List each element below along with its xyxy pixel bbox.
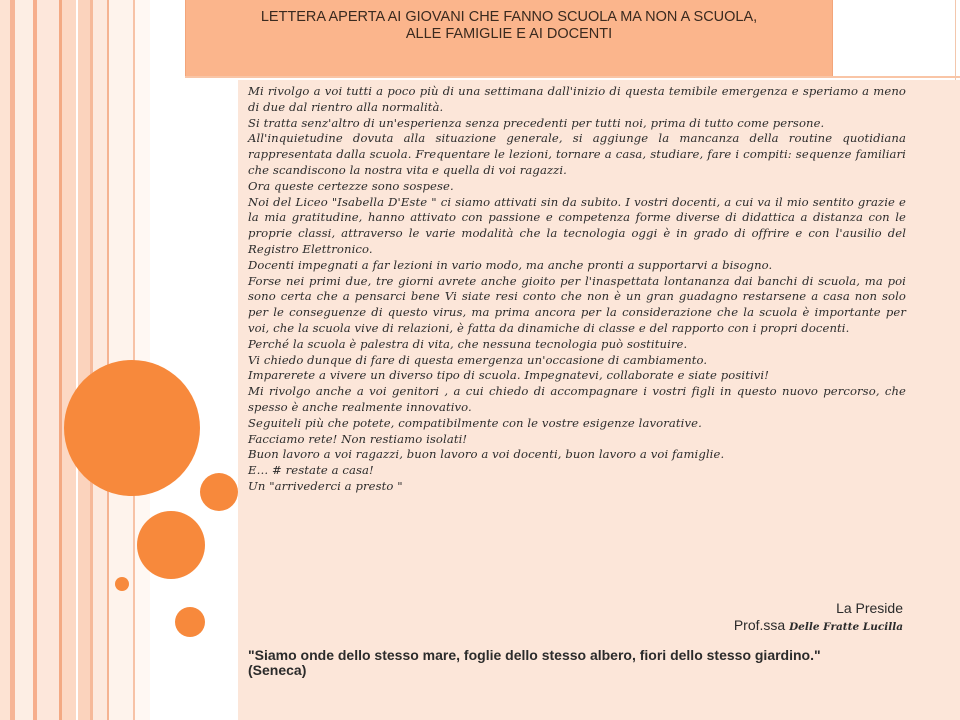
signature-line bbox=[734, 617, 903, 636]
letter-paragraph: Si tratta senz'altro di un'esperienza senza precedenti per tutti noi, prima di tutto come persone. bbox=[248, 115, 825, 130]
decorative-circle-small bbox=[200, 473, 238, 511]
divider bbox=[185, 76, 960, 78]
letter-paragraph: Mi rivolgo a voi tutti a poco più di una settimana dall'inizio di questa temibile emergenza e speriamo a meno di due dal rientro alla normalità. bbox=[248, 84, 906, 114]
letter-paragraph: E… # restate a casa! bbox=[248, 463, 374, 478]
divider bbox=[955, 0, 956, 80]
quote bbox=[248, 648, 903, 678]
stripe bbox=[15, 0, 33, 720]
letter-paragraph: Buon lavoro a voi ragazzi, buon lavoro a voi docenti, buon lavoro a voi famiglie. bbox=[248, 447, 725, 462]
letter-paragraph: All'inquietudine dovuta alla situazione generale, si aggiunge la mancanza della routine quotidiana rappresentata dalla scuola. Frequentare le lezioni, tornare a casa, studiare, fare i compiti: sequenze familiari che scandiscono la nostra vita e quella di voi ragazzi. bbox=[248, 131, 906, 177]
page-title-line1: LETTERA APERTA AI GIOVANI CHE FANNO SCUOLA MA NON A SCUOLA, bbox=[260, 9, 758, 25]
letter-paragraph: Imparerete a vivere un diverso tipo di scuola. Impegnatevi, collaborate e siate positivi! bbox=[248, 368, 769, 383]
decorative-circle-tiny bbox=[115, 577, 129, 591]
letter-paragraph: Perché la scuola è palestra di vita, che nessuna tecnologia può sostituire. bbox=[248, 336, 688, 351]
stripe bbox=[78, 0, 90, 720]
stripe bbox=[62, 0, 76, 720]
stripe bbox=[37, 0, 59, 720]
quote-text: "Siamo onde dello stesso mare, foglie dello stesso albero, fiori dello stesso giardino." bbox=[248, 647, 821, 663]
letter-body bbox=[248, 84, 906, 495]
signature-role: La Preside bbox=[836, 600, 903, 616]
stripe bbox=[93, 0, 107, 720]
letter-paragraph: Mi rivolgo anche a voi genitori , a cui chiedo di accompagnare i vostri figli in questo nuovo percorso, che spesso è anche realmente innovativo. bbox=[248, 384, 906, 414]
letter-paragraph: Forse nei primi due, tre giorni avrete anche gioito per l'inaspettata lontananza dai banchi di scuola, ma poi sono certa che a pensarci bene Vi siate resi conto che non è un gran guadagno restarsene a casa non solo per le conseguenze di questo virus, ma prima ancora per la considerazione che la scuola è importante per voi, che la scuola vive di relazioni, è fatta da dinamiche di classe e del rapporto con i propri docenti. bbox=[248, 273, 906, 335]
signature-name: Delle Fratte Lucilla bbox=[789, 621, 903, 633]
signature-prefix: Prof.ssa bbox=[733, 617, 786, 633]
letter-paragraph: Facciamo rete! Non restiamo isolati! bbox=[248, 431, 468, 446]
letter-paragraph: Un "arrivederci a presto " bbox=[248, 478, 403, 493]
signature bbox=[734, 600, 903, 636]
decorative-circle-medium bbox=[137, 511, 205, 579]
decorative-circle-small-2 bbox=[175, 607, 205, 637]
letter-paragraph: Noi del Liceo "Isabella D'Este " ci siamo attivati sin da subito. I vostri docenti, a cui va il mio sentito grazie e la mia gratitudine, hanno attivato con passione e competenza forme diverse di didattica a distanza con le proprie classi, attraverso le varie modalità che la tecnologia oggi è in grado di offrire e con l'ausilio del Registro Elettronico. bbox=[248, 194, 906, 256]
stripe bbox=[0, 0, 10, 720]
letter-paragraph: Docenti impegnati a far lezioni in vario modo, ma anche pronti a supportarvi a bisogno. bbox=[248, 257, 773, 272]
page-title-line2: ALLE FAMIGLIE E AI DOCENTI bbox=[405, 26, 613, 42]
letter-paragraph: Seguiteli più che potete, compatibilmente con le vostre esigenze lavorative. bbox=[248, 415, 702, 430]
decorative-circle-large bbox=[64, 360, 200, 496]
title-box bbox=[185, 0, 833, 76]
quote-author: (Seneca) bbox=[248, 662, 307, 678]
letter-paragraph: Vi chiedo dunque di fare di questa emergenza un'occasione di cambiamento. bbox=[248, 352, 708, 367]
letter-paragraph: Ora queste certezze sono sospese. bbox=[248, 178, 454, 193]
